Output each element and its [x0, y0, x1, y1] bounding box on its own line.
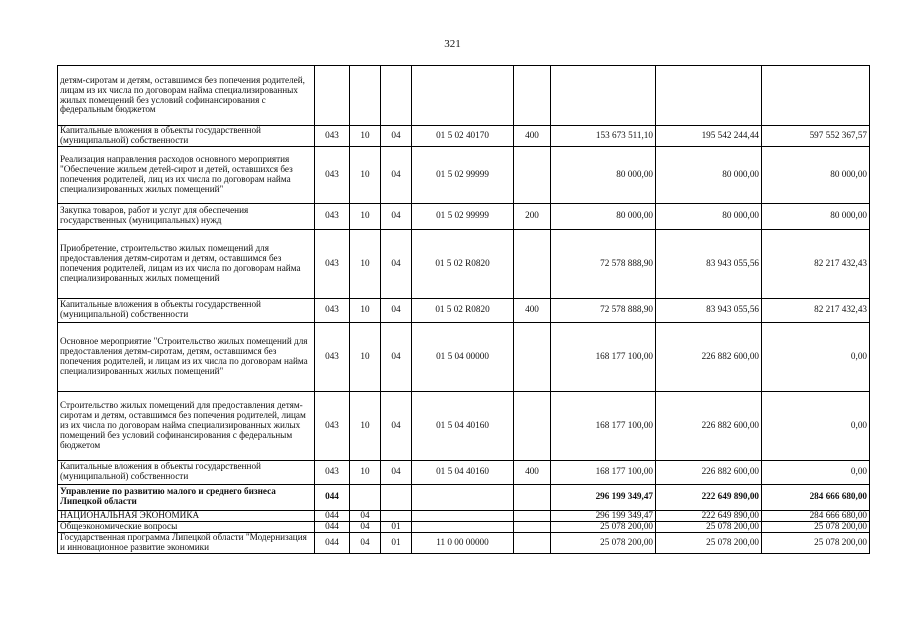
- cell-target-article: 01 5 02 R0820: [412, 298, 514, 322]
- cell-sum-year-2: 195 542 244,44: [656, 126, 762, 147]
- table-row: [58, 298, 870, 322]
- cell-expense-type: 400: [514, 126, 551, 147]
- table-row: [58, 322, 870, 391]
- cell-sum-year-3: [762, 66, 870, 126]
- cell-sum-year-1: 296 199 349,47: [551, 510, 656, 521]
- cell-admin-code: 044: [315, 484, 350, 510]
- cell-subsection: 04: [381, 126, 412, 147]
- table-row: [58, 126, 870, 147]
- cell-subsection: 01: [381, 521, 412, 532]
- cell-subsection: [381, 66, 412, 126]
- cell-sum-year-3: 82 217 432,43: [762, 229, 870, 298]
- cell-expense-type: [514, 521, 551, 532]
- row-name: Закупка товаров, работ и услуг для обеспечения государственных (муниципальных) нужд: [58, 203, 315, 229]
- cell-section: 04: [350, 510, 381, 521]
- cell-admin-code: [315, 66, 350, 126]
- cell-subsection: 01: [381, 532, 412, 553]
- cell-target-article: [412, 484, 514, 510]
- cell-section: 10: [350, 126, 381, 147]
- cell-sum-year-3: 25 078 200,00: [762, 532, 870, 553]
- cell-subsection: 04: [381, 298, 412, 322]
- cell-sum-year-2: 80 000,00: [656, 203, 762, 229]
- cell-section: 10: [350, 391, 381, 460]
- cell-target-article: [412, 521, 514, 532]
- table-row: [58, 146, 870, 203]
- cell-section: 10: [350, 460, 381, 484]
- cell-expense-type: 400: [514, 298, 551, 322]
- cell-sum-year-1: 168 177 100,00: [551, 391, 656, 460]
- cell-section: 10: [350, 322, 381, 391]
- cell-expense-type: [514, 532, 551, 553]
- cell-admin-code: 043: [315, 322, 350, 391]
- cell-subsection: 04: [381, 460, 412, 484]
- cell-sum-year-3: 80 000,00: [762, 146, 870, 203]
- row-name: Основное мероприятие "Строительство жилых помещений для предоставления детям-сиротам, детям, оставшимся без попечения родителей, и лицам из их числа по договорам найма специализированных жилых помещений": [58, 322, 315, 391]
- table-row: [58, 203, 870, 229]
- cell-sum-year-2: 222 649 890,00: [656, 484, 762, 510]
- cell-admin-code: 043: [315, 298, 350, 322]
- cell-sum-year-1: 296 199 349,47: [551, 484, 656, 510]
- cell-sum-year-3: 0,00: [762, 322, 870, 391]
- cell-sum-year-1: 72 578 888,90: [551, 298, 656, 322]
- cell-target-article: [412, 66, 514, 126]
- cell-sum-year-1: 25 078 200,00: [551, 521, 656, 532]
- cell-subsection: 04: [381, 322, 412, 391]
- cell-sum-year-2: 80 000,00: [656, 146, 762, 203]
- cell-expense-type: [514, 391, 551, 460]
- cell-sum-year-3: 80 000,00: [762, 203, 870, 229]
- cell-sum-year-1: 80 000,00: [551, 203, 656, 229]
- cell-sum-year-3: 0,00: [762, 391, 870, 460]
- cell-sum-year-1: 25 078 200,00: [551, 532, 656, 553]
- cell-sum-year-3: 25 078 200,00: [762, 521, 870, 532]
- cell-section: 10: [350, 203, 381, 229]
- table-row: [58, 229, 870, 298]
- cell-section: 10: [350, 298, 381, 322]
- row-name: Общеэкономические вопросы: [58, 521, 315, 532]
- cell-sum-year-2: 222 649 890,00: [656, 510, 762, 521]
- cell-sum-year-2: 226 882 600,00: [656, 391, 762, 460]
- table-row: [58, 391, 870, 460]
- table-row: [58, 521, 870, 532]
- table-row: [58, 66, 870, 126]
- cell-target-article: 01 5 02 R0820: [412, 229, 514, 298]
- cell-sum-year-2: 226 882 600,00: [656, 460, 762, 484]
- cell-target-article: 01 5 02 99999: [412, 203, 514, 229]
- row-name: Строительство жилых помещений для предоставления детям-сиротам и детям, оставшимся без попечения родителей, лицам из их числа по договорам найма специализированных жилых помещений без условий софинансирования с федеральным бюджетом: [58, 391, 315, 460]
- cell-target-article: 01 5 02 99999: [412, 146, 514, 203]
- row-name: Приобретение, строительство жилых помещений для предоставления детям-сиротам и детям, оставшимся без попечения родителей, лицам из их числа по договорам найма специализированных жилых помещений: [58, 229, 315, 298]
- cell-admin-code: 044: [315, 510, 350, 521]
- cell-sum-year-2: 25 078 200,00: [656, 521, 762, 532]
- cell-target-article: 01 5 04 40160: [412, 391, 514, 460]
- row-name: Капитальные вложения в объекты государственной (муниципальной) собственности: [58, 298, 315, 322]
- budget-table: [57, 65, 870, 554]
- cell-section: 04: [350, 521, 381, 532]
- row-name: Государственная программа Липецкой области "Модернизация и инновационное развитие экономики: [58, 532, 315, 553]
- cell-expense-type: [514, 322, 551, 391]
- cell-admin-code: 043: [315, 391, 350, 460]
- cell-subsection: [381, 510, 412, 521]
- cell-admin-code: 043: [315, 146, 350, 203]
- cell-sum-year-3: 284 666 680,00: [762, 510, 870, 521]
- cell-section: 10: [350, 146, 381, 203]
- cell-admin-code: 043: [315, 203, 350, 229]
- cell-admin-code: 043: [315, 229, 350, 298]
- cell-section: [350, 66, 381, 126]
- cell-subsection: 04: [381, 203, 412, 229]
- cell-subsection: 04: [381, 229, 412, 298]
- cell-expense-type: [514, 484, 551, 510]
- cell-sum-year-1: 72 578 888,90: [551, 229, 656, 298]
- cell-expense-type: 400: [514, 460, 551, 484]
- cell-expense-type: [514, 510, 551, 521]
- cell-sum-year-2: 83 943 055,56: [656, 298, 762, 322]
- cell-sum-year-1: 153 673 511,10: [551, 126, 656, 147]
- cell-section: [350, 484, 381, 510]
- row-name: Капитальные вложения в объекты государственной (муниципальной) собственности: [58, 460, 315, 484]
- row-name: Капитальные вложения в объекты государственной (муниципальной) собственности: [58, 126, 315, 147]
- cell-admin-code: 043: [315, 126, 350, 147]
- cell-sum-year-3: 82 217 432,43: [762, 298, 870, 322]
- cell-target-article: 01 5 04 00000: [412, 322, 514, 391]
- cell-sum-year-2: [656, 66, 762, 126]
- cell-admin-code: 044: [315, 521, 350, 532]
- cell-section: 04: [350, 532, 381, 553]
- table-row: [58, 510, 870, 521]
- cell-target-article: 01 5 04 40160: [412, 460, 514, 484]
- cell-admin-code: 043: [315, 460, 350, 484]
- cell-target-article: 01 5 02 40170: [412, 126, 514, 147]
- cell-subsection: [381, 484, 412, 510]
- cell-sum-year-1: 168 177 100,00: [551, 322, 656, 391]
- row-name: детям-сиротам и детям, оставшимся без попечения родителей, лицам из их числа по договорам найма специализированных жилых помещений без условий софинансирования с федеральным бюджетом: [58, 66, 315, 126]
- cell-expense-type: [514, 146, 551, 203]
- cell-sum-year-3: 284 666 680,00: [762, 484, 870, 510]
- cell-sum-year-1: 168 177 100,00: [551, 460, 656, 484]
- cell-expense-type: 200: [514, 203, 551, 229]
- cell-sum-year-1: [551, 66, 656, 126]
- page-number: 321: [444, 38, 461, 50]
- cell-admin-code: 044: [315, 532, 350, 553]
- row-name: Реализация направления расходов основного мероприятия "Обеспечение жильем детей-сирот и детей, оставшихся без попечения родителей, лиц из их числа по договорам найма специализированных жилых помещений": [58, 146, 315, 203]
- row-name: Управление по развитию малого и среднего бизнеса Липецкой области: [58, 484, 315, 510]
- cell-sum-year-3: 597 552 367,57: [762, 126, 870, 147]
- cell-sum-year-2: 226 882 600,00: [656, 322, 762, 391]
- cell-expense-type: [514, 229, 551, 298]
- cell-sum-year-2: 83 943 055,56: [656, 229, 762, 298]
- cell-sum-year-2: 25 078 200,00: [656, 532, 762, 553]
- cell-target-article: 11 0 00 00000: [412, 532, 514, 553]
- cell-subsection: 04: [381, 391, 412, 460]
- cell-section: 10: [350, 229, 381, 298]
- table-row: [58, 484, 870, 510]
- cell-subsection: 04: [381, 146, 412, 203]
- cell-sum-year-1: 80 000,00: [551, 146, 656, 203]
- cell-expense-type: [514, 66, 551, 126]
- cell-target-article: [412, 510, 514, 521]
- cell-sum-year-3: 0,00: [762, 460, 870, 484]
- table-row: [58, 532, 870, 553]
- table-row: [58, 460, 870, 484]
- row-name: НАЦИОНАЛЬНАЯ ЭКОНОМИКА: [58, 510, 315, 521]
